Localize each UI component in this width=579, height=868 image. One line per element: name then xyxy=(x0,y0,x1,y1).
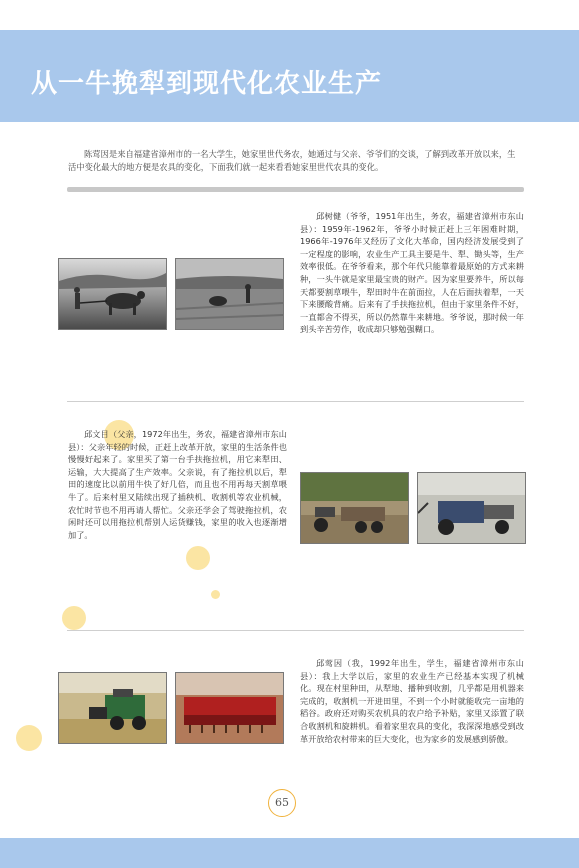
ox-plough-photo xyxy=(58,258,167,330)
section-1-text: 邱树健（爷爷，1951年出生，务农，福建省漳州市东山县）：1959年-1962年，爷爷小时候正赶上三年困难时期，1966年-1976年又经历了文化大革命，国内经济发展受到了一定程度的影响，农业生产工具主要是牛、犁、锄头等，生产效率很低。在爷爷看来，那个年代只能靠着最原始的方式来耕种，一头牛就是家里最宝贵的财产。因为家里要养牛，所以每天都要割草喂牛，犁田时牛在前面拉，人在后面扶着犁，一天下来腰酸背痛。后来有了手扶拖拉机，但由于家里条件不好，一直都舍不得买，所以仍然靠牛来耕地。爷爷说，那时候一年到头辛苦劳作，收成却只够勉强糊口。 xyxy=(300,211,524,335)
tractor-photo xyxy=(300,472,409,544)
decorative-dot xyxy=(62,606,86,630)
walking-tractor-photo xyxy=(417,472,526,544)
ox-field-photo xyxy=(175,258,284,330)
decorative-dot xyxy=(16,725,42,751)
intro-paragraph: 陈莺因是来自福建省漳州市的一名大学生，她家里世代务农，她通过与父亲、爷爷们的交谈，了解到改革开放以来，生活中变化最大的地方便是农具的变化，下面我们就一起来看看她家里世代农具的变化。 xyxy=(68,149,516,172)
page-title: 从一牛挽犁到现代化农业生产 xyxy=(31,69,383,99)
decorative-dot xyxy=(186,546,210,570)
decorative-dot xyxy=(211,590,220,599)
section-separator xyxy=(67,401,524,402)
rotary-tiller-photo xyxy=(175,672,284,744)
section-separator xyxy=(67,630,524,631)
section-3-text: 邱莺因（我，1992年出生，学生，福建省漳州市东山县）：我上大学以后，家里的农业生产已经基本实现了机械化。现在村里种田，从犁地、播种到收割，几乎都是用机器来完成的，收割机一开进田里，不到一个小时就能收完一亩地的稻谷。政府还对购买农机具的农户给予补贴，家里又添置了联合收割机和旋耕机。看着家里农具的变化，我深深地感受到改革开放给农村带来的巨大变化，也为家乡的发展感到骄傲。 xyxy=(300,658,524,744)
page-number: 65 xyxy=(268,789,296,817)
section-divider xyxy=(67,187,524,192)
combine-harvester-photo xyxy=(58,672,167,744)
footer-bar xyxy=(0,838,579,868)
section-2-text: 邱文目（父亲，1972年出生，务农，福建省漳州市东山县）：父亲年轻的时候，正赶上改革开放，家里的生活条件也慢慢好起来了。家里买了第一台手扶拖拉机，用它来犁田、运输，大大提高了生产效率。父亲说，有了拖拉机以后，犁田的速度比以前用牛快了好几倍，而且也不用再每天割草喂牛了。后来村里又陆续出现了插秧机、收割机等农业机械，农忙时节也不用再请人帮忙。父亲还学会了驾驶拖拉机，农闲时还可以用拖拉机帮别人运货赚钱，家里的收入也逐渐增加了。 xyxy=(68,429,287,540)
